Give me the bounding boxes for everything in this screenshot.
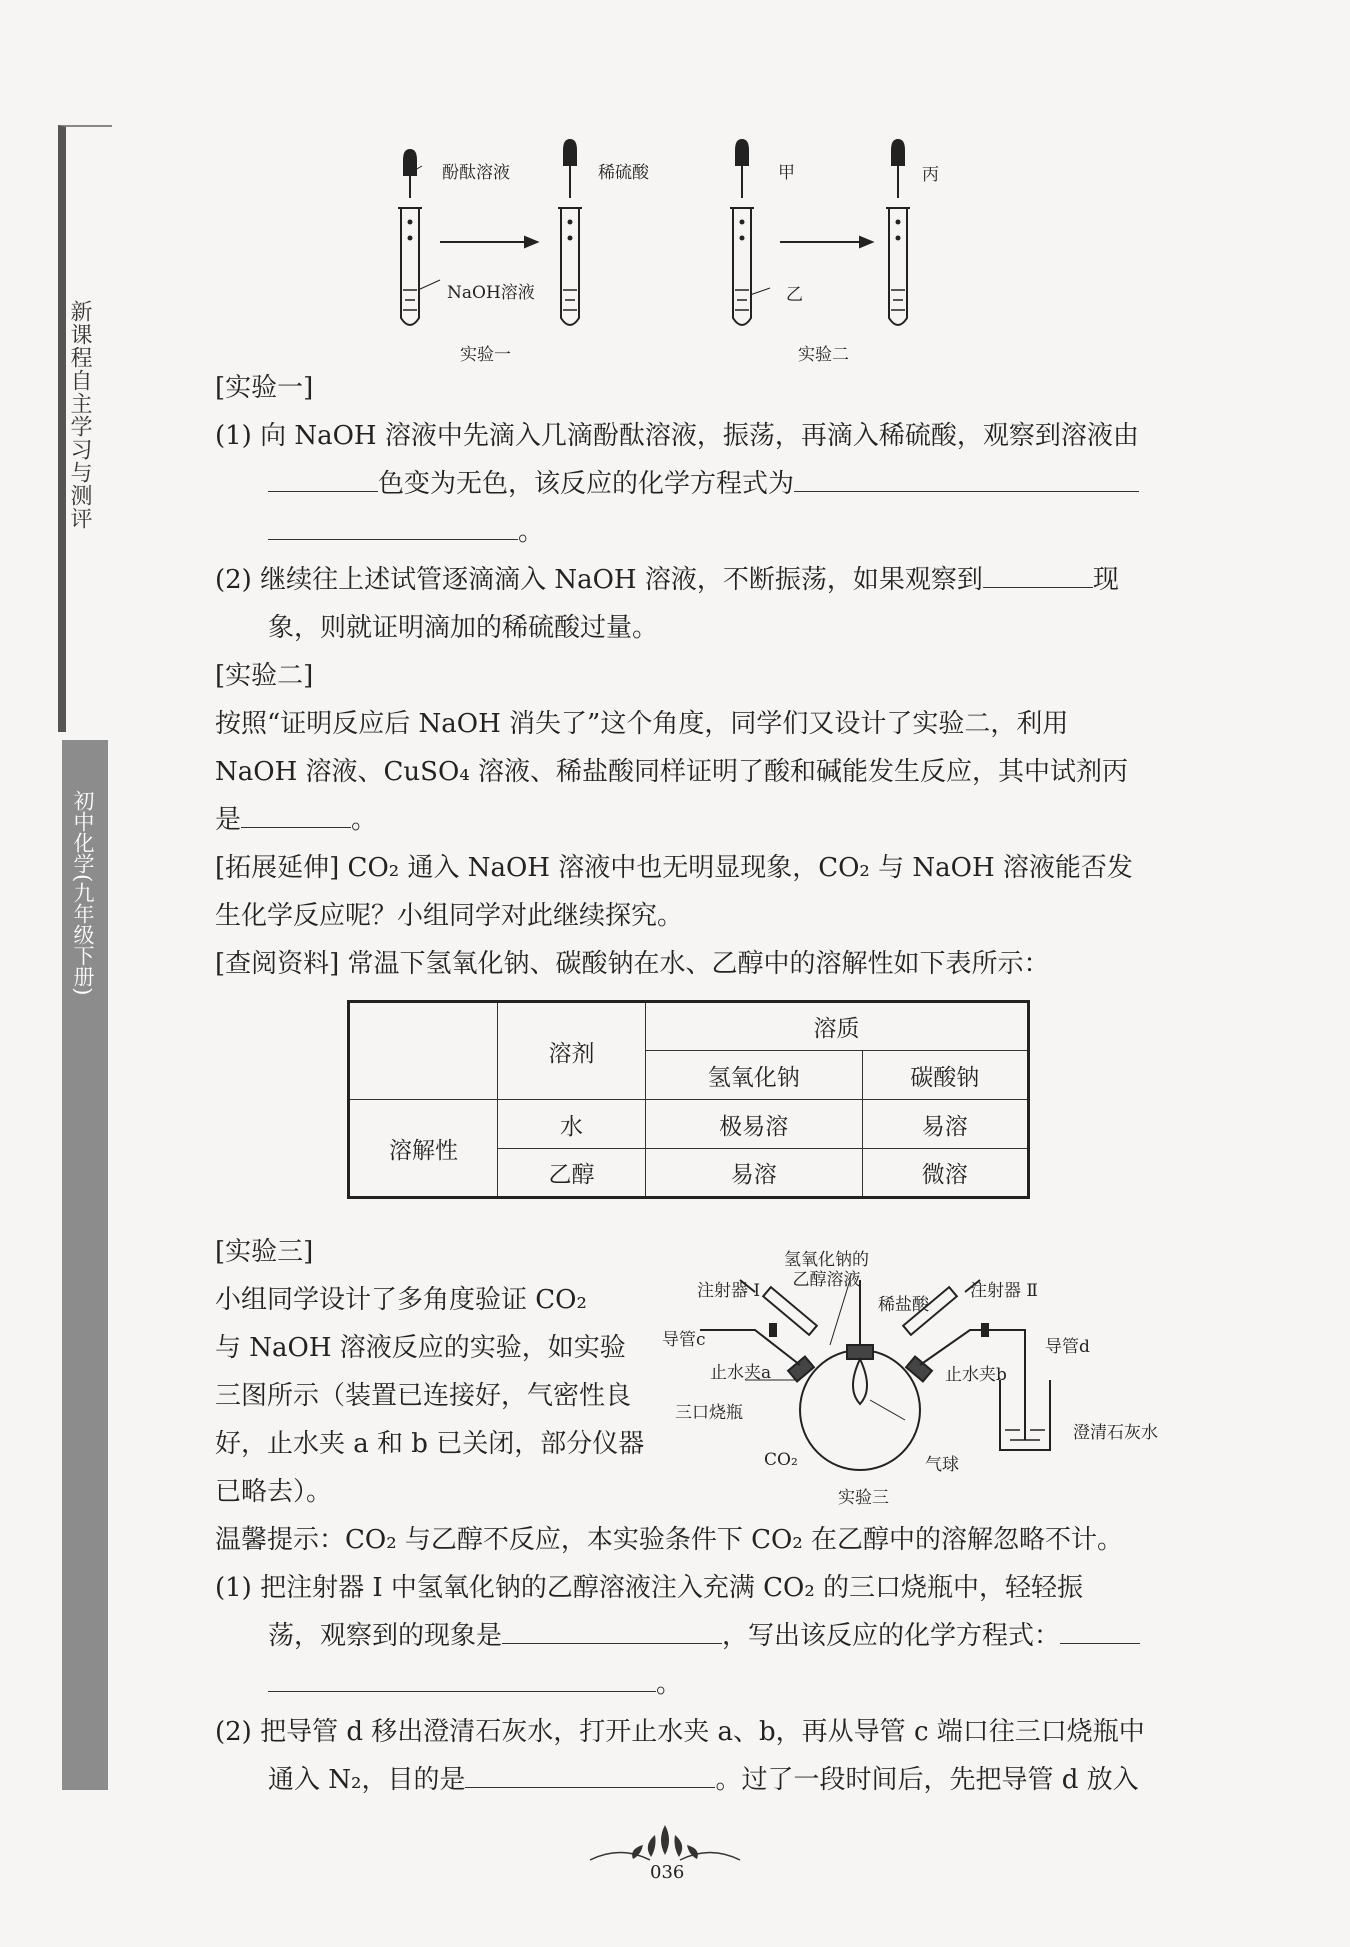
label-clamp-a: 止水夹a xyxy=(710,1363,772,1383)
answer-blank[interactable] xyxy=(983,557,1093,588)
table-cell: 水 xyxy=(498,1100,646,1149)
answer-blank[interactable] xyxy=(268,509,518,540)
label-syringe-1: 注射器 Ⅰ xyxy=(697,1281,761,1301)
exp3-q1-line2: 荡，观察到的现象是 ，写出该反应的化学方程式： xyxy=(268,1612,1140,1660)
exp3-desc-line: 三图所示（装置已连接好，气密性良 xyxy=(215,1381,632,1411)
table-header-solvent: 溶剂 xyxy=(498,1002,646,1100)
label-flask: 三口烧瓶 xyxy=(675,1403,743,1423)
three-neck-flask-icon xyxy=(800,1350,920,1470)
label-phenolphthalein: 酚酞溶液 xyxy=(442,163,510,183)
table-cell: 易溶 xyxy=(862,1100,1028,1149)
dropper-icon xyxy=(736,140,748,198)
label-limewater: 澄清石灰水 xyxy=(1073,1423,1158,1443)
answer-blank[interactable] xyxy=(268,1661,656,1692)
extension-line1: [拓展延伸] CO₂ 通入 NaOH 溶液中也无明显现象，CO₂ 与 NaOH 溶液能否发 xyxy=(215,853,1133,883)
table-header-solute: 溶质 xyxy=(646,1002,1029,1051)
exp3-desc-line: 已略去）。 xyxy=(215,1477,333,1507)
test-tube-icon xyxy=(886,208,910,325)
exp3-tip: 温馨提示：CO₂ 与乙醇不反应，本实验条件下 CO₂ 在乙醇中的溶解忽略不计。 xyxy=(215,1525,1124,1555)
answer-blank[interactable] xyxy=(268,461,378,492)
table-cell: 极易溶 xyxy=(646,1100,863,1149)
label-naoh-solution: NaOH溶液 xyxy=(447,283,535,303)
label-co2: CO₂ xyxy=(764,1450,798,1470)
arrow-icon xyxy=(440,237,537,247)
caption-experiment-1: 实验一 xyxy=(460,345,511,365)
label-tube-d: 导管d xyxy=(1045,1337,1090,1357)
book-title: 初中化学(九年级下册) xyxy=(71,790,95,996)
exp3-q2-line1: (2) 把导管 d 移出澄清石灰水，打开止水夹 a、b，再从导管 c 端口往三口烧瓶中 xyxy=(215,1717,1145,1747)
reference-line: [查阅资料] 常温下氢氧化钠、碳酸钠在水、乙醇中的溶解性如下表所示： xyxy=(215,949,1050,979)
exp3-desc-line: 与 NaOH 溶液反应的实验，如实验 xyxy=(215,1333,626,1363)
answer-blank[interactable] xyxy=(465,1757,715,1788)
label-tube-c: 导管c xyxy=(662,1330,706,1350)
table-cell: 乙醇 xyxy=(498,1149,646,1198)
exp3-desc-line: 好，止水夹 a 和 b 已关闭，部分仪器 xyxy=(215,1429,645,1459)
test-tube-icon xyxy=(558,208,582,325)
answer-blank[interactable] xyxy=(794,461,1139,492)
table-cell: 易溶 xyxy=(646,1149,863,1198)
label-naoh-ethanol: 氢氧化钠的 乙醇溶液 xyxy=(784,1250,869,1290)
exp3-desc-line: 小组同学设计了多角度验证 CO₂ xyxy=(215,1285,587,1315)
answer-blank[interactable] xyxy=(241,797,351,828)
exp1-q1-line3: 。 xyxy=(268,508,544,556)
exp1-q2-line1: (2) 继续往上述试管逐滴滴入 NaOH 溶液，不断振荡，如果观察到 现 xyxy=(215,556,1119,604)
label-yi: 乙 xyxy=(786,285,803,305)
clamp-a-icon xyxy=(770,1324,776,1336)
table-row-header-solubility: 溶解性 xyxy=(349,1100,498,1198)
arrow-icon xyxy=(780,237,872,247)
label-dilute-sulfuric-acid: 稀硫酸 xyxy=(598,163,649,183)
exp1-q1-line1: (1) 向 NaOH 溶液中先滴入几滴酚酞溶液，振荡，再滴入稀硫酸，观察到溶液由 xyxy=(215,421,1139,451)
balloon-icon xyxy=(853,1359,867,1404)
dropper-icon xyxy=(564,140,576,198)
heading-experiment-2: [实验二] xyxy=(215,661,314,691)
heading-experiment-1: [实验一] xyxy=(215,373,314,403)
label-balloon: 气球 xyxy=(925,1455,959,1475)
test-tube-icon xyxy=(398,208,422,325)
exp3-q2-line2: 通入 N₂，目的是 。过了一段时间后，先把导管 d 放入 xyxy=(268,1756,1139,1804)
exp1-q2-line2: 象，则就证明滴加的稀硫酸过量。 xyxy=(268,613,659,643)
answer-blank[interactable] xyxy=(502,1613,722,1644)
table-header-na2co3: 碳酸钠 xyxy=(862,1051,1028,1100)
extension-line2: 生化学反应呢？小组同学对此继续探究。 xyxy=(215,901,684,931)
label-bing: 丙 xyxy=(922,165,939,185)
heading-experiment-3: [实验三] xyxy=(215,1237,314,1267)
table-header-naoh: 氢氧化钠 xyxy=(646,1051,863,1100)
label-hcl: 稀盐酸 xyxy=(878,1295,929,1315)
label-clamp-b: 止水夹b xyxy=(945,1365,1007,1385)
label-jia: 甲 xyxy=(778,163,795,183)
dropper-icon xyxy=(404,150,416,198)
exp2-line1: 按照“证明反应后 NaOH 消失了”这个角度，同学们又设计了实验二，利用 xyxy=(215,709,1069,739)
dropper-icon xyxy=(892,140,904,198)
table-cell: 微溶 xyxy=(862,1149,1028,1198)
table-corner xyxy=(349,1002,498,1100)
exp1-q1-line2: 色变为无色，该反应的化学方程式为 xyxy=(268,460,1139,508)
page-number: 036 xyxy=(650,1862,685,1883)
answer-blank[interactable] xyxy=(1060,1613,1140,1644)
exp2-line3: 是 。 xyxy=(215,796,377,844)
label-syringe-2: 注射器 Ⅱ xyxy=(970,1281,1038,1301)
exp2-line2: NaOH 溶液、CuSO₄ 溶液、稀盐酸同样证明了酸和碱能发生反应，其中试剂丙 xyxy=(215,757,1128,787)
solubility-table xyxy=(347,1000,1030,1199)
caption-experiment-2: 实验二 xyxy=(798,345,849,365)
caption-experiment-3: 实验三 xyxy=(838,1488,889,1508)
exp3-q1-line1: (1) 把注射器 Ⅰ 中氢氧化钠的乙醇溶液注入充满 CO₂ 的三口烧瓶中，轻轻振 xyxy=(215,1573,1084,1603)
series-title: 新课程自主学习与测评 xyxy=(67,300,92,530)
clamp-b-icon xyxy=(982,1324,988,1336)
exp3-q1-line3: 。 xyxy=(268,1660,682,1708)
test-tube-icon xyxy=(730,208,754,325)
table-row xyxy=(349,1100,1029,1149)
